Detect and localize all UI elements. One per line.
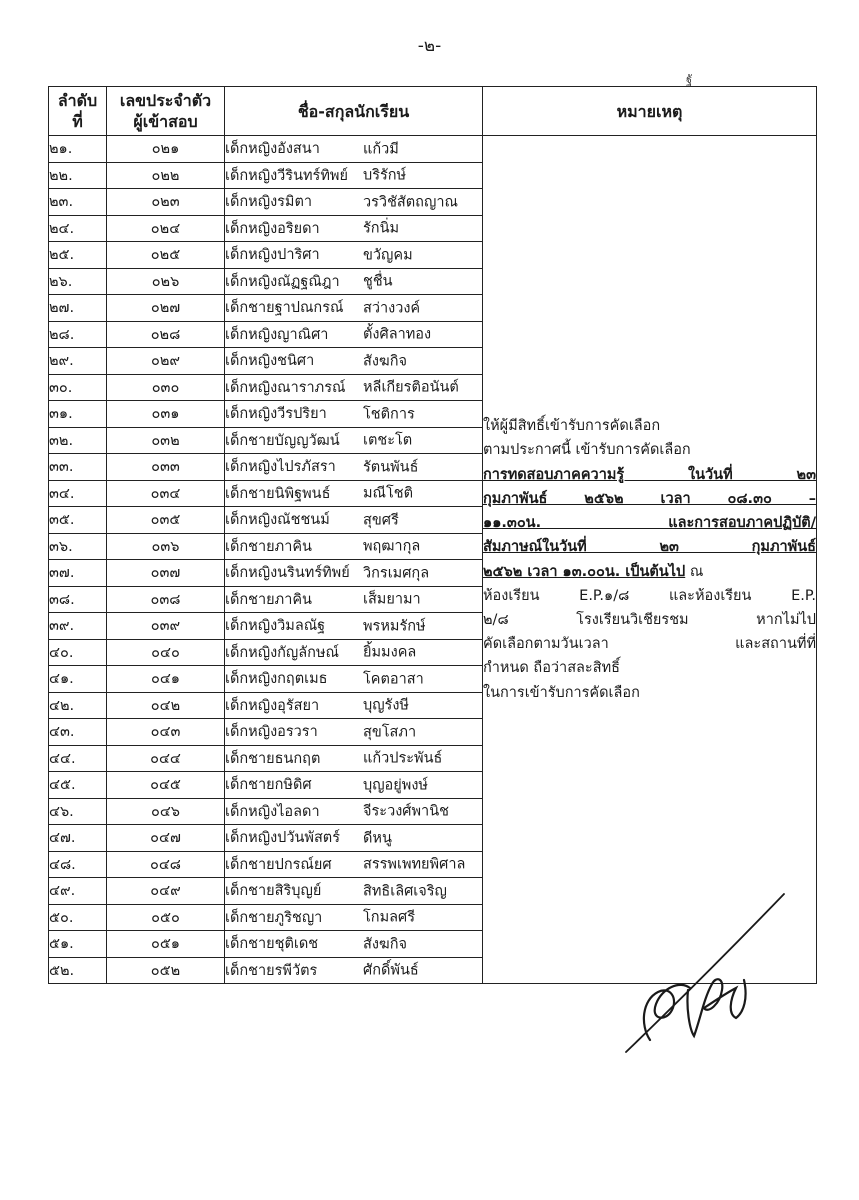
student-first-name: เด็กชายนิพิฐพนธ์	[225, 485, 331, 502]
row-sequence: ๕๒.	[49, 957, 107, 984]
row-student-name	[225, 745, 483, 772]
student-first-name: เด็กหญิงณาราภรณ์	[225, 379, 346, 396]
row-exam-id: ๐๓๔	[107, 480, 225, 507]
row-exam-id: ๐๓๑	[107, 401, 225, 428]
student-first-name: เด็กชายบัญญวัฒน์	[225, 432, 340, 449]
remark-text: คัดเลือกตามวันเวลา และสถานที่ที่	[483, 636, 816, 653]
row-student-name	[225, 374, 483, 401]
remark-text: ๑๑.๓๐น. และการสอบภาคปฏิบัติ/	[483, 515, 816, 532]
student-first-name: เด็กชายชุติเดช	[225, 936, 319, 953]
row-student-name	[225, 242, 483, 269]
header-sequence	[49, 87, 107, 136]
row-exam-id: ๐๔๐	[107, 639, 225, 666]
remarks-cell	[483, 136, 817, 984]
row-exam-id: ๐๔๓	[107, 719, 225, 746]
row-sequence: ๔๓.	[49, 719, 107, 746]
remark-line	[483, 608, 816, 632]
row-sequence: ๔๑.	[49, 666, 107, 693]
row-exam-id: ๐๔๑	[107, 666, 225, 693]
student-last-name: โชติการ	[363, 406, 415, 423]
student-last-name: บุญอยู่พงษ์	[363, 777, 428, 794]
student-last-name: ดีหนู	[363, 830, 392, 847]
student-last-name: ศักดิ์พันธ์	[363, 962, 419, 979]
row-exam-id: ๐๒๑	[107, 136, 225, 163]
student-first-name: เด็กหญิงปาริศา	[225, 247, 320, 264]
row-student-name	[225, 586, 483, 613]
student-first-name: เด็กหญิงไอลดา	[225, 803, 320, 820]
row-student-name	[225, 666, 483, 693]
student-first-name: เด็กชายรพีวัตร	[225, 962, 318, 979]
row-sequence: ๓๘.	[49, 586, 107, 613]
student-last-name: โคตอาสา	[363, 671, 424, 688]
row-sequence: ๒๑.	[49, 136, 107, 163]
student-first-name: เด็กชายภูริชญา	[225, 909, 323, 926]
remark-text: ๒๕๖๒ เวลา ๑๓.๐๐น. เป็นต้นไป	[483, 563, 686, 580]
row-exam-id: ๐๓๓	[107, 454, 225, 481]
row-exam-id: ๐๔๙	[107, 878, 225, 905]
student-last-name: บุญรังษี	[363, 697, 409, 714]
row-student-name	[225, 878, 483, 905]
row-sequence: ๓๖.	[49, 533, 107, 560]
remark-line	[483, 511, 816, 535]
row-student-name	[225, 957, 483, 984]
student-last-name: แก้วประพันธ์	[363, 750, 443, 767]
remark-line	[483, 414, 816, 438]
row-sequence: ๓๗.	[49, 560, 107, 587]
student-last-name: พรหมรักษ์	[363, 618, 426, 635]
student-first-name: เด็กหญิงญาณิศา	[225, 326, 329, 343]
student-first-name: เด็กหญิงรมิตา	[225, 194, 313, 211]
student-first-name: เด็กหญิงอริยดา	[225, 220, 320, 237]
student-first-name: เด็กหญิงกฤตเมธ	[225, 671, 328, 688]
row-exam-id: ๐๒๗	[107, 295, 225, 322]
student-first-name: เด็กหญิงไปรภัสรา	[225, 459, 336, 476]
row-student-name	[225, 851, 483, 878]
row-sequence: ๕๑.	[49, 931, 107, 958]
student-last-name: ขวัญคม	[363, 247, 413, 264]
student-first-name: เด็กหญิงวีรปริยา	[225, 406, 327, 423]
row-sequence: ๔๕.	[49, 772, 107, 799]
table-row	[49, 136, 817, 163]
page-number: -๒-	[417, 36, 442, 56]
student-first-name: เด็กหญิงอรวรา	[225, 724, 318, 741]
student-last-name: สรรพเพทยพิศาล	[363, 856, 466, 873]
row-student-name	[225, 613, 483, 640]
row-exam-id: ๐๒๒	[107, 162, 225, 189]
row-student-name	[225, 507, 483, 534]
student-last-name: ตั้งศิลาทอง	[363, 326, 432, 343]
student-first-name: เด็กชายภาคิน	[225, 538, 312, 555]
row-student-name	[225, 189, 483, 216]
row-exam-id: ๐๔๒	[107, 692, 225, 719]
remark-line	[483, 535, 816, 559]
student-first-name: เด็กหญิงกัญลักษณ์	[225, 644, 339, 661]
remark-text: ในการเข้ารับการคัดเลือก	[483, 684, 640, 701]
student-first-name: เด็กชายธนกฤต	[225, 750, 321, 767]
row-exam-id: ๐๒๘	[107, 321, 225, 348]
row-exam-id: ๐๔๘	[107, 851, 225, 878]
student-last-name: แก้วมี	[363, 141, 399, 158]
row-sequence: ๔๔.	[49, 745, 107, 772]
remark-tail: ณ	[685, 563, 704, 580]
student-last-name: สุขโสภา	[363, 724, 417, 741]
student-last-name: เตชะโต	[363, 432, 413, 449]
row-student-name	[225, 136, 483, 163]
row-exam-id: ๐๓๙	[107, 613, 225, 640]
student-last-name: วิกรเมศกุล	[363, 565, 430, 582]
student-first-name: เด็กหญิงณัชชนม์	[225, 512, 330, 529]
student-first-name: เด็กชายสิริบุญย์	[225, 883, 322, 900]
student-first-name: เด็กหญิงณัฏฐณิฎา	[225, 273, 340, 290]
remark-line	[483, 584, 816, 608]
student-first-name: เด็กชายภาคิน	[225, 591, 312, 608]
student-last-name: จีระวงศ์พานิช	[363, 803, 449, 820]
row-sequence: ๒๘.	[49, 321, 107, 348]
header-remarks: หมายเหตุ	[483, 87, 817, 136]
table-header-row	[49, 87, 817, 136]
row-exam-id: ๐๔๖	[107, 798, 225, 825]
row-sequence: ๔๗.	[49, 825, 107, 852]
student-last-name: ชูชื่น	[363, 273, 393, 290]
row-sequence: ๓๓.	[49, 454, 107, 481]
remark-text: การทดสอบภาคความรู้ ในวันที่ ๒๓	[483, 466, 816, 483]
row-student-name	[225, 321, 483, 348]
remark-text: ให้ผู้มีสิทธิ์เข้ารับการคัดเลือก	[483, 418, 661, 435]
row-student-name	[225, 692, 483, 719]
remark-line	[483, 560, 816, 584]
header-student-name: ชื่อ-สกุลนักเรียน	[225, 87, 483, 136]
student-first-name: เด็กหญิงวีรินทร์ทิพย์	[225, 167, 348, 184]
remark-line	[483, 656, 816, 680]
student-last-name: ยิ้มมงคล	[363, 644, 417, 661]
remark-text: กุมภาพันธ์ ๒๕๖๒ เวลา ๐๘.๓๐ –	[483, 490, 816, 507]
row-student-name	[225, 427, 483, 454]
student-first-name: เด็กหญิงปวันพัสตร์	[225, 830, 341, 847]
row-student-name	[225, 215, 483, 242]
row-sequence: ๒๖.	[49, 268, 107, 295]
row-student-name	[225, 798, 483, 825]
row-sequence: ๓๒.	[49, 427, 107, 454]
remark-line	[483, 438, 816, 462]
row-exam-id: ๐๓๘	[107, 586, 225, 613]
signature-mark	[620, 880, 790, 1060]
header-exam-id	[107, 87, 225, 136]
row-sequence: ๒๕.	[49, 242, 107, 269]
row-student-name	[225, 162, 483, 189]
row-exam-id: ๐๔๕	[107, 772, 225, 799]
row-student-name	[225, 268, 483, 295]
row-sequence: ๕๐.	[49, 904, 107, 931]
row-exam-id: ๐๒๓	[107, 189, 225, 216]
row-exam-id: ๐๔๔	[107, 745, 225, 772]
student-first-name: เด็กหญิงอังสนา	[225, 141, 320, 158]
row-sequence: ๔๖.	[49, 798, 107, 825]
student-last-name: สุขศรี	[363, 512, 399, 529]
student-first-name: เด็กชายฐาปณกรณ์	[225, 300, 344, 317]
student-last-name: เส็มยามา	[363, 591, 421, 608]
row-student-name	[225, 772, 483, 799]
student-first-name: เด็กชายกษิดิศ	[225, 777, 312, 794]
header-seq-line: ที่	[72, 112, 83, 131]
row-student-name	[225, 480, 483, 507]
row-student-name	[225, 348, 483, 375]
student-first-name: เด็กชายปกรณ์ยศ	[225, 856, 332, 873]
corner-mark: ฐั	[686, 73, 693, 86]
row-exam-id: ๐๓๐	[107, 374, 225, 401]
student-last-name: รัตนพันธ์	[363, 459, 419, 476]
roster-body	[49, 136, 817, 984]
row-exam-id: ๐๒๕	[107, 242, 225, 269]
row-student-name	[225, 560, 483, 587]
remark-line	[483, 681, 816, 705]
row-sequence: ๔๒.	[49, 692, 107, 719]
row-sequence: ๓๙.	[49, 613, 107, 640]
student-last-name: สังฆกิจ	[363, 353, 407, 370]
row-student-name	[225, 825, 483, 852]
remark-text: ตามประกาศนี้ เข้ารับการคัดเลือก	[483, 442, 691, 459]
row-exam-id: ๐๒๙	[107, 348, 225, 375]
row-sequence: ๒๓.	[49, 189, 107, 216]
row-sequence: ๒๒.	[49, 162, 107, 189]
row-sequence: ๓๕.	[49, 507, 107, 534]
remark-line	[483, 632, 816, 656]
row-sequence: ๓๔.	[49, 480, 107, 507]
student-first-name: เด็กหญิงอุรัสยา	[225, 697, 320, 714]
row-exam-id: ๐๓๒	[107, 427, 225, 454]
row-student-name	[225, 295, 483, 322]
student-last-name: โกมลศรี	[363, 909, 416, 926]
row-student-name	[225, 639, 483, 666]
row-sequence: ๒๙.	[49, 348, 107, 375]
row-exam-id: ๐๕๒	[107, 957, 225, 984]
row-sequence: ๓๑.	[49, 401, 107, 428]
remark-text: กำหนด ถือว่าสละสิทธิ์	[483, 660, 620, 677]
student-last-name: สังฆกิจ	[363, 936, 407, 953]
remark-text: ห้องเรียน E.P.๑/๘ และห้องเรียน E.P.	[483, 587, 816, 604]
remark-text: สัมภาษณ์ในวันที่ ๒๓ กุมภาพันธ์	[483, 539, 816, 556]
row-student-name	[225, 719, 483, 746]
row-exam-id: ๐๔๗	[107, 825, 225, 852]
student-last-name: หลีเกียรติอนันต์	[363, 379, 459, 396]
row-sequence: ๓๐.	[49, 374, 107, 401]
row-student-name	[225, 454, 483, 481]
row-student-name	[225, 931, 483, 958]
row-exam-id: ๐๓๖	[107, 533, 225, 560]
student-last-name: สว่างวงค์	[363, 300, 421, 317]
student-last-name: รักนิ่ม	[363, 220, 400, 237]
student-first-name: เด็กหญิงวิมลณัฐ	[225, 618, 326, 635]
header-id-line: เลขประจำตัว	[119, 91, 212, 110]
student-last-name: สิทธิเลิศเจริญ	[363, 883, 447, 900]
student-first-name: เด็กหญิงชนิศา	[225, 353, 315, 370]
student-last-name: บริรักษ์	[363, 167, 407, 184]
student-roster-table	[48, 86, 817, 984]
row-student-name	[225, 533, 483, 560]
row-exam-id: ๐๕๐	[107, 904, 225, 931]
row-sequence: ๔๙.	[49, 878, 107, 905]
header-id-line: ผู้เข้าสอบ	[133, 112, 198, 131]
student-last-name: มณีโชติ	[363, 485, 414, 502]
student-first-name: เด็กหญิงนรินทร์ทิพย์	[225, 565, 350, 582]
row-exam-id: ๐๓๗	[107, 560, 225, 587]
row-sequence: ๒๗.	[49, 295, 107, 322]
row-student-name	[225, 401, 483, 428]
header-seq-line: ลำดับ	[57, 91, 98, 110]
row-exam-id: ๐๓๕	[107, 507, 225, 534]
row-exam-id: ๐๒๖	[107, 268, 225, 295]
remark-text: ๒/๘ โรงเรียนวิเชียรชม หากไม่ไป	[483, 611, 816, 628]
remark-line	[483, 487, 816, 511]
row-exam-id: ๐๒๔	[107, 215, 225, 242]
student-last-name: พฤฒากุล	[363, 538, 421, 555]
row-student-name	[225, 904, 483, 931]
row-sequence: ๔๐.	[49, 639, 107, 666]
row-exam-id: ๐๕๑	[107, 931, 225, 958]
row-sequence: ๒๔.	[49, 215, 107, 242]
student-last-name: วรวิชัสัตถญาณ	[363, 194, 458, 211]
row-sequence: ๔๘.	[49, 851, 107, 878]
remark-line	[483, 463, 816, 487]
